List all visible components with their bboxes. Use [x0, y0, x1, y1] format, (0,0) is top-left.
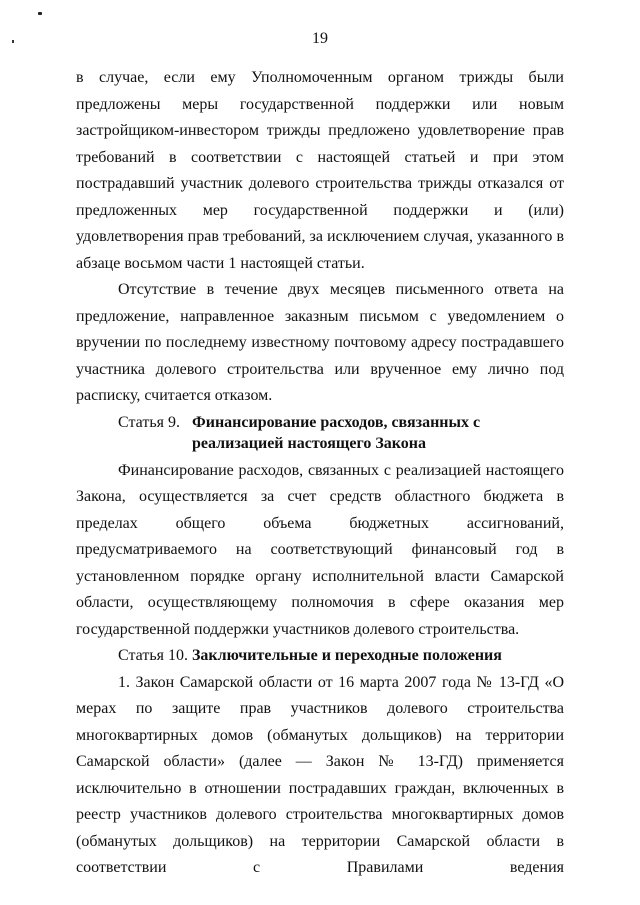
- paragraph-refusal: Отсутствие в течение двух месяцев письменного ответа на предложение, направленное заказным письмом с уведомлением о вручении по последнему известному почтовому адресу пострадавшего участника долевого строительства или врученное ему лично под расписку, считается отказом.: [76, 281, 564, 404]
- article-10-title: Заключительные и переходные положения: [191, 647, 502, 664]
- article-9-title: Финансирование расходов, связанных с реализацией настоящего Закона: [192, 413, 481, 452]
- paragraph-continuation: в случае, если ему Уполномоченным органом трижды были предложены меры государственной поддержки или новым застройщиком-инвестором трижды предложено удовлетворение прав требований в соответствии с настоящей статьей и при этом пострадавший участник долевого строительства трижды отказался от предложенных мер государственной поддержки и (или) удовлетворения прав требований, за исключением случая, указанного в абзаце восьмом части 1 настоящей статьи.: [76, 69, 564, 272]
- article-9-heading: [76, 410, 564, 458]
- scan-speck: [38, 12, 42, 15]
- paragraph-financing: Финансирование расходов, связанных с реализацией настоящего Закона, осуществляется за счет средств областного бюджета в пределах общего объема бюджетных ассигнований, предусматриваемого на соответствующий финансовый год в установленном порядке органу исполнительной власти Самарской области, осуществляющему полномочия в сфере оказания мер государственной поддержки участников долевого строительства.: [76, 461, 564, 638]
- document-body: [76, 65, 564, 882]
- article-10-heading: [76, 643, 564, 670]
- paragraph-law-13gd: 1. Закон Самарской области от 16 марта 2007 года № 13-ГД «О мерах по защите прав участников долевого строительства многоквартирных домов (обманутых дольщиков) на территории Самарской области» (далее — Закон № 13-ГД) применяется исключительно в отношении пострадавших граждан, включенных в реестр участников долевого строительства многоквартирных домов (обманутых дольщиков) на территории Самарской области в соответствии с Правилами ведения: [76, 673, 564, 876]
- article-9-number: Статья 9.: [118, 413, 180, 431]
- page-number: 19: [312, 30, 328, 47]
- article-10-number: Статья 10.: [118, 647, 188, 664]
